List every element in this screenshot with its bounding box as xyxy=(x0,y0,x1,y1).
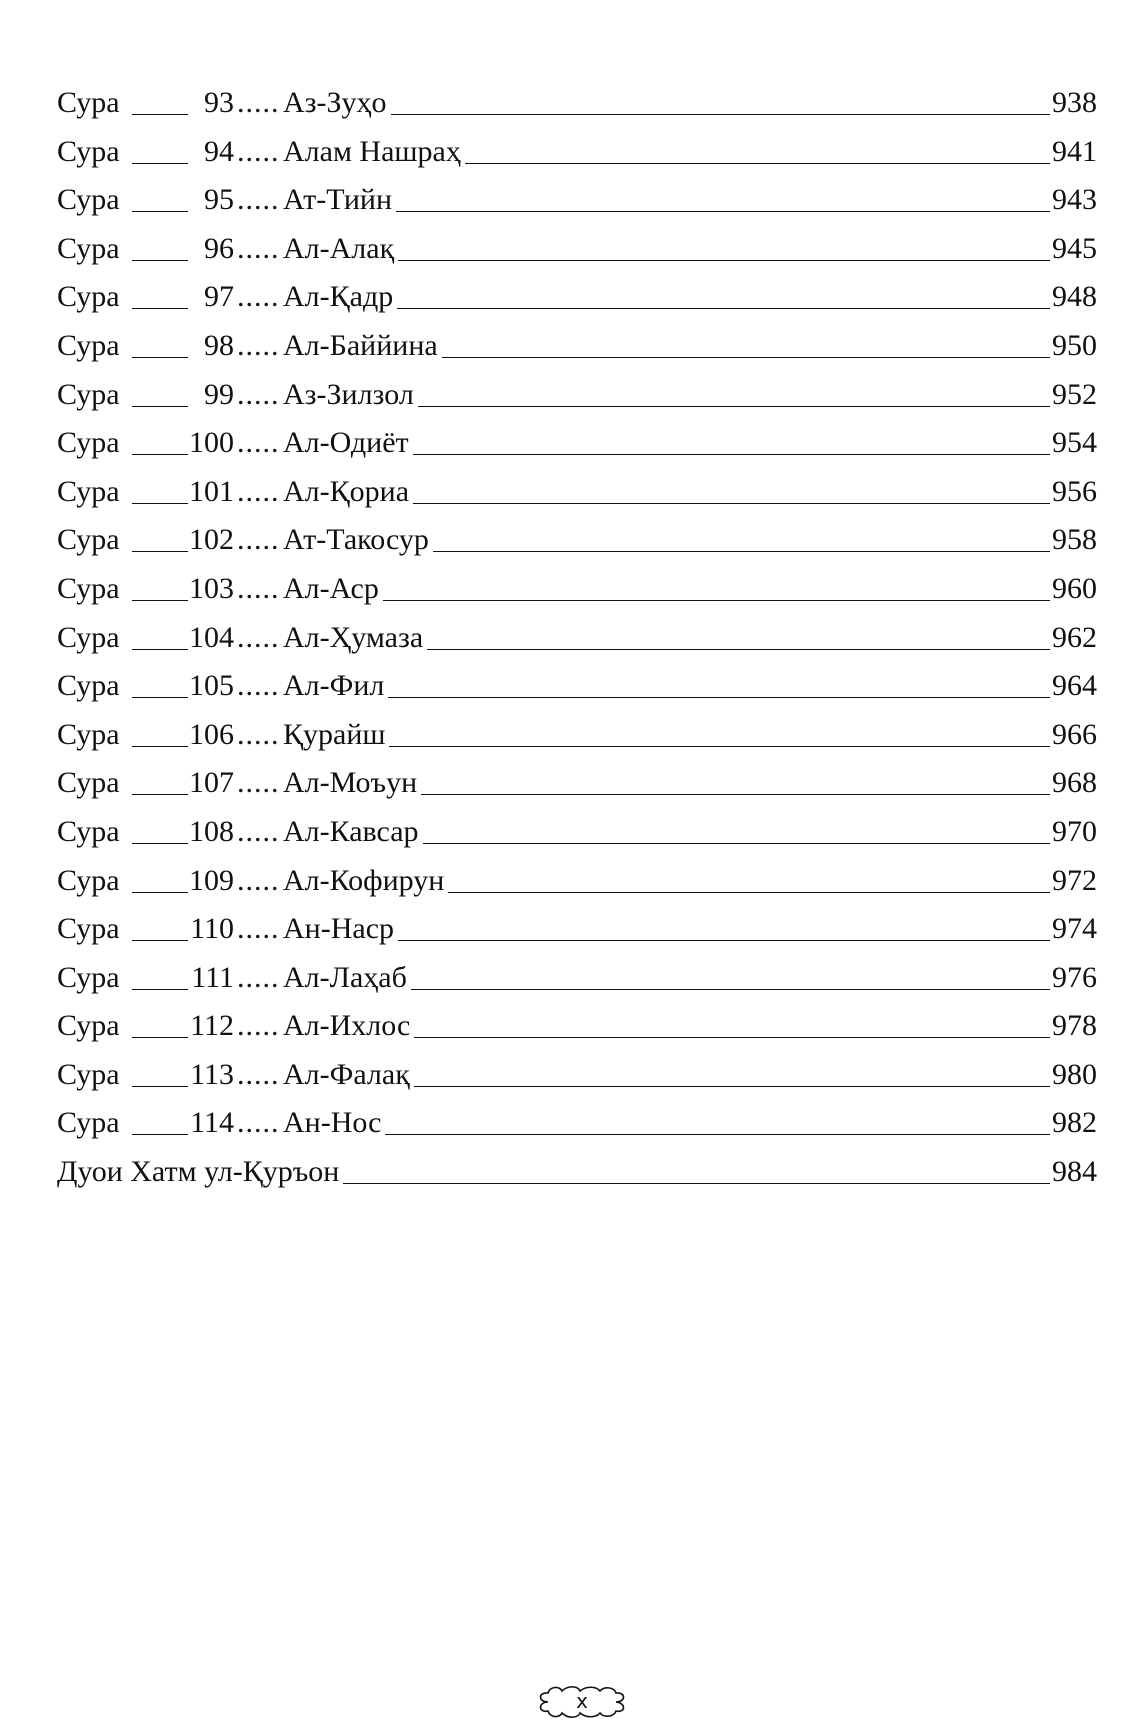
number-rule xyxy=(132,600,188,601)
leader-line xyxy=(414,1037,1050,1038)
entry-title: Қурайш xyxy=(283,717,386,751)
entry-page: 958 xyxy=(1052,523,1097,557)
number-rule xyxy=(132,211,188,212)
toc-entry xyxy=(57,419,1097,468)
entry-dots: ..... xyxy=(237,377,280,411)
entry-label: Сура xyxy=(57,86,120,119)
toc-entry xyxy=(57,565,1097,614)
toc-entry xyxy=(57,954,1097,1003)
entry-label: Сура xyxy=(57,426,120,460)
leader-line xyxy=(411,989,1050,990)
entry-page: 976 xyxy=(1052,960,1097,994)
leader-line xyxy=(442,357,1050,358)
entry-dots: ..... xyxy=(237,280,280,314)
entry-label: Сура xyxy=(57,620,120,654)
entry-dots: ..... xyxy=(237,912,280,946)
number-rule xyxy=(132,697,188,698)
entry-dots: ..... xyxy=(237,523,280,557)
leader-line xyxy=(398,940,1050,941)
toc-entry xyxy=(57,225,1097,274)
final-title: Дуои Хатм ул-Қуръон xyxy=(57,1155,340,1189)
entry-label: Сура xyxy=(57,571,120,605)
entry-number: 105 xyxy=(189,669,234,703)
entry-page: 938 xyxy=(1052,86,1097,119)
entry-page: 952 xyxy=(1052,377,1097,411)
entry-page: 964 xyxy=(1052,669,1097,703)
entry-title: Ал-Моъун xyxy=(283,766,418,800)
toc-entry xyxy=(57,1099,1097,1148)
entry-title: Аз-Зилзол xyxy=(283,377,414,411)
toc-entry xyxy=(57,808,1097,857)
entry-page: 945 xyxy=(1052,231,1097,265)
number-rule xyxy=(132,503,188,504)
entry-label: Сура xyxy=(57,669,120,703)
entry-dots: ..... xyxy=(237,863,280,897)
entry-title: Ал-Аср xyxy=(283,571,379,605)
entry-title: Ал-Ихлос xyxy=(283,1009,411,1043)
entry-number: 93 xyxy=(204,86,234,119)
leader-line xyxy=(427,649,1050,650)
entry-number: 113 xyxy=(190,1057,234,1091)
entry-number: 107 xyxy=(189,766,234,800)
toc-entry xyxy=(57,1051,1097,1100)
leader-line xyxy=(343,1183,1050,1184)
entry-label: Сура xyxy=(57,377,120,411)
entry-title: Ал-Кофирун xyxy=(283,863,445,897)
entry-dots: ..... xyxy=(237,183,280,217)
leader-line xyxy=(396,211,1050,212)
number-rule xyxy=(132,260,188,261)
entry-page: 948 xyxy=(1052,280,1097,314)
leader-line xyxy=(421,794,1050,795)
entry-label: Сура xyxy=(57,134,120,168)
entry-label: Сура xyxy=(57,474,120,508)
leader-line xyxy=(418,406,1050,407)
entry-number: 94 xyxy=(204,134,234,168)
entry-number: 106 xyxy=(189,717,234,751)
toc-entry xyxy=(57,468,1097,517)
number-rule xyxy=(132,1037,188,1038)
entry-label: Сура xyxy=(57,1106,120,1140)
leader-line xyxy=(388,697,1050,698)
toc-entry xyxy=(57,128,1097,177)
number-rule xyxy=(132,989,188,990)
number-rule xyxy=(132,454,188,455)
toc-entry xyxy=(57,711,1097,760)
entry-number: 109 xyxy=(189,863,234,897)
entry-number: 102 xyxy=(189,523,234,557)
entry-label: Сура xyxy=(57,523,120,557)
entry-dots: ..... xyxy=(237,474,280,508)
entry-label: Сура xyxy=(57,1057,120,1091)
entry-title: Ал-Фил xyxy=(283,669,385,703)
entry-label: Сура xyxy=(57,231,120,265)
entry-page: 978 xyxy=(1052,1009,1097,1043)
entry-label: Сура xyxy=(57,1009,120,1043)
number-rule xyxy=(132,406,188,407)
number-rule xyxy=(132,843,188,844)
leader-line xyxy=(433,551,1050,552)
table-of-contents xyxy=(57,79,1097,1197)
entry-page: 943 xyxy=(1052,183,1097,217)
entry-label: Сура xyxy=(57,912,120,946)
number-rule xyxy=(132,1086,188,1087)
toc-entry xyxy=(57,371,1097,420)
entry-number: 100 xyxy=(189,426,234,460)
entry-number: 112 xyxy=(190,1009,234,1043)
entry-label: Сура xyxy=(57,328,120,362)
leader-line xyxy=(448,892,1050,893)
entry-dots: ..... xyxy=(237,328,280,362)
entry-label: Сура xyxy=(57,960,120,994)
entry-dots: ..... xyxy=(237,1009,280,1043)
toc-entry xyxy=(57,322,1097,371)
page-footer xyxy=(534,1684,630,1720)
entry-dots: ..... xyxy=(237,960,280,994)
entry-number: 95 xyxy=(204,183,234,217)
entry-title: Ал-Ҳумаза xyxy=(283,620,424,654)
entry-dots: ..... xyxy=(237,814,280,848)
entry-title: Аз-Зуҳо xyxy=(283,86,387,119)
entry-dots: ..... xyxy=(237,620,280,654)
toc-entry-final xyxy=(57,1148,1097,1197)
entry-number: 99 xyxy=(204,377,234,411)
entry-number: 104 xyxy=(189,620,234,654)
entry-label: Сура xyxy=(57,183,120,217)
entry-page: 982 xyxy=(1052,1106,1097,1140)
number-rule xyxy=(132,551,188,552)
entry-title: Ал-Қадр xyxy=(283,280,394,314)
entry-number: 103 xyxy=(189,571,234,605)
entry-title: Ан-Нос xyxy=(283,1106,382,1140)
entry-page: 962 xyxy=(1052,620,1097,654)
leader-line xyxy=(465,163,1050,164)
leader-line xyxy=(385,1134,1050,1135)
entry-page: 960 xyxy=(1052,571,1097,605)
entry-title: Ал-Фалақ xyxy=(283,1057,410,1091)
entry-page: 972 xyxy=(1052,863,1097,897)
entry-dots: ..... xyxy=(237,1057,280,1091)
leader-line xyxy=(413,454,1050,455)
entry-label: Сура xyxy=(57,863,120,897)
entry-page: 980 xyxy=(1052,1057,1097,1091)
entry-label: Сура xyxy=(57,280,120,314)
number-rule xyxy=(132,649,188,650)
toc-entry xyxy=(57,662,1097,711)
toc-entry xyxy=(57,857,1097,906)
toc-entry xyxy=(57,1002,1097,1051)
entry-title: Ал-Кавсар xyxy=(283,814,419,848)
entry-page: 970 xyxy=(1052,814,1097,848)
entry-title: Ал-Баййина xyxy=(283,328,438,362)
toc-entry xyxy=(57,176,1097,225)
entry-number: 98 xyxy=(204,328,234,362)
entry-label: Сура xyxy=(57,814,120,848)
entry-title: Ат-Такосур xyxy=(283,523,429,557)
entry-page: 968 xyxy=(1052,766,1097,800)
entry-dots: ..... xyxy=(237,134,280,168)
number-rule xyxy=(132,746,188,747)
number-rule xyxy=(132,163,188,164)
leader-line xyxy=(423,843,1050,844)
leader-line xyxy=(391,114,1050,115)
leader-line xyxy=(397,308,1050,309)
entry-dots: ..... xyxy=(237,717,280,751)
entry-number: 110 xyxy=(190,912,234,946)
entry-label: Сура xyxy=(57,766,120,800)
entry-dots: ..... xyxy=(237,766,280,800)
toc-entry xyxy=(57,905,1097,954)
number-rule xyxy=(132,892,188,893)
entry-page: 941 xyxy=(1052,134,1097,168)
entry-dots: ..... xyxy=(237,669,280,703)
entry-number: 108 xyxy=(189,814,234,848)
entry-title: Ал-Одиёт xyxy=(283,426,409,460)
entry-number: 114 xyxy=(190,1106,234,1140)
number-rule xyxy=(132,794,188,795)
entry-page: 974 xyxy=(1052,912,1097,946)
number-rule xyxy=(132,114,188,115)
toc-entry xyxy=(57,516,1097,565)
entry-dots: ..... xyxy=(237,86,280,119)
final-page: 984 xyxy=(1052,1155,1097,1189)
entry-label: Сура xyxy=(57,717,120,751)
entry-page: 956 xyxy=(1052,474,1097,508)
entry-dots: ..... xyxy=(237,231,280,265)
toc-entry xyxy=(57,759,1097,808)
leader-line xyxy=(398,260,1050,261)
leader-line xyxy=(413,503,1050,504)
toc-entry xyxy=(57,79,1097,128)
entry-dots: ..... xyxy=(237,571,280,605)
leader-line xyxy=(389,746,1050,747)
entry-title: Алам Нашраҳ xyxy=(283,134,461,168)
entry-number: 97 xyxy=(204,280,234,314)
entry-page: 950 xyxy=(1052,328,1097,362)
entry-number: 96 xyxy=(204,231,234,265)
page-number: x xyxy=(576,1689,588,1713)
toc-entry xyxy=(57,273,1097,322)
number-rule xyxy=(132,308,188,309)
entry-number: 111 xyxy=(191,960,234,994)
number-rule xyxy=(132,1134,188,1135)
number-rule xyxy=(132,357,188,358)
entry-number: 101 xyxy=(189,474,234,508)
entry-title: Ал-Алақ xyxy=(283,231,395,265)
entry-dots: ..... xyxy=(237,1106,280,1140)
entry-title: Ал-Лаҳаб xyxy=(283,960,407,994)
entry-dots: ..... xyxy=(237,426,280,460)
entry-title: Ан-Наср xyxy=(283,912,395,946)
leader-line xyxy=(383,600,1050,601)
leader-line xyxy=(414,1086,1050,1087)
number-rule xyxy=(132,940,188,941)
entry-page: 966 xyxy=(1052,717,1097,751)
entry-title: Ал-Қориа xyxy=(283,474,410,508)
entry-page: 954 xyxy=(1052,426,1097,460)
toc-entry xyxy=(57,614,1097,663)
entry-title: Ат-Тийн xyxy=(283,183,393,217)
